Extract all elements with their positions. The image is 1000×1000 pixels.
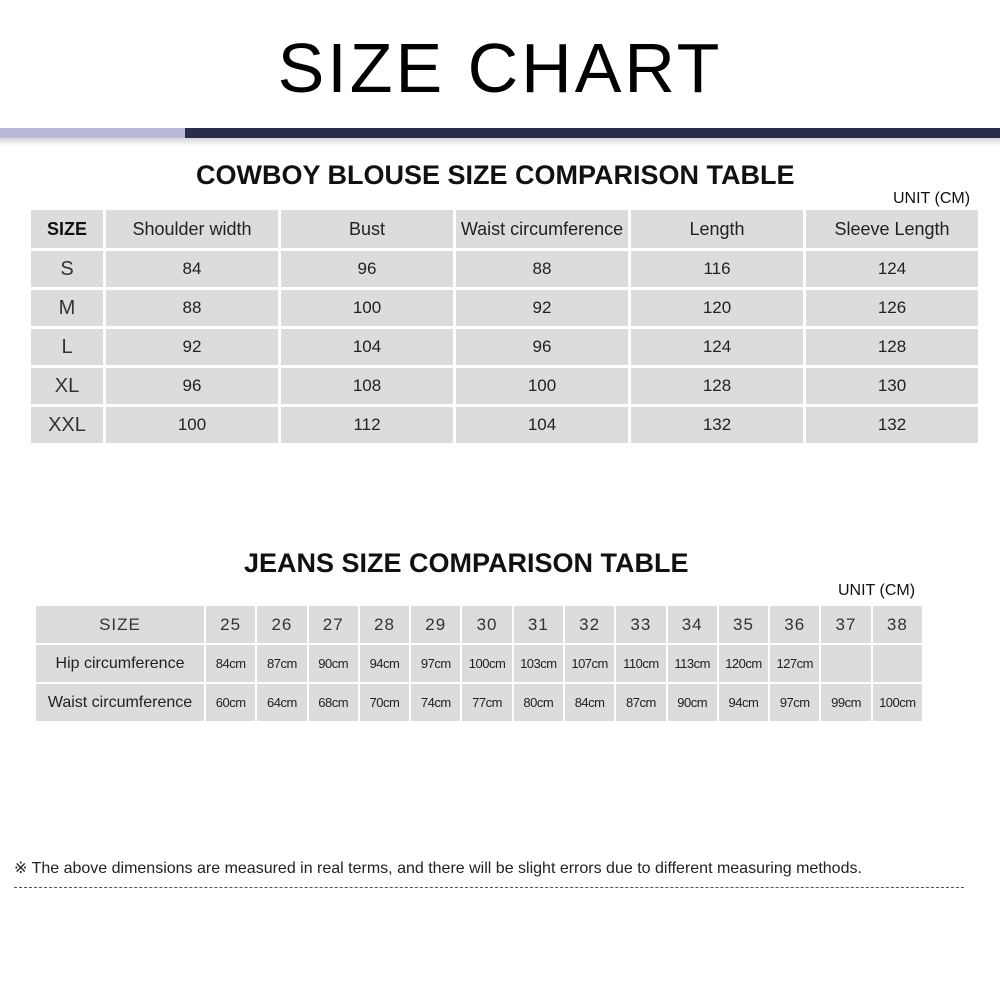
jeans-header-cell: 33 xyxy=(616,606,665,643)
jeans-cell: 120cm xyxy=(719,645,768,682)
blouse-cell: 100 xyxy=(106,407,278,443)
blouse-row-label: XL xyxy=(31,368,103,404)
blouse-cell: 92 xyxy=(456,290,628,326)
blouse-cell: 104 xyxy=(456,407,628,443)
blouse-row-label: S xyxy=(31,251,103,287)
jeans-cell xyxy=(873,645,922,682)
jeans-header-cell: 36 xyxy=(770,606,819,643)
jeans-header-cell: 25 xyxy=(206,606,255,643)
blouse-header-cell: Sleeve Length xyxy=(806,210,978,248)
jeans-unit-label: UNIT (CM) xyxy=(838,582,916,599)
blouse-cell: 96 xyxy=(456,329,628,365)
jeans-cell: 90cm xyxy=(668,684,717,721)
blouse-row xyxy=(31,329,978,365)
jeans-header-cell: 29 xyxy=(411,606,460,643)
jeans-cell: 84cm xyxy=(565,684,614,721)
blouse-cell: 88 xyxy=(106,290,278,326)
blouse-cell: 132 xyxy=(806,407,978,443)
jeans-header-cell: 30 xyxy=(462,606,511,643)
blouse-cell: 108 xyxy=(281,368,453,404)
jeans-cell: 90cm xyxy=(309,645,358,682)
blouse-header-cell: Bust xyxy=(281,210,453,248)
blouse-unit-label: UNIT (CM) xyxy=(893,190,971,207)
divider-accent-light xyxy=(0,128,185,138)
jeans-row-label: Hip circumference xyxy=(36,645,204,682)
blouse-header-cell: SIZE xyxy=(31,210,103,248)
blouse-cell: 124 xyxy=(806,251,978,287)
divider-shadow xyxy=(0,138,1000,146)
blouse-row-label: L xyxy=(31,329,103,365)
jeans-cell: 80cm xyxy=(514,684,563,721)
blouse-cell: 104 xyxy=(281,329,453,365)
divider-accent-dark xyxy=(185,128,1000,138)
jeans-cell: 74cm xyxy=(411,684,460,721)
jeans-cell: 84cm xyxy=(206,645,255,682)
blouse-cell: 112 xyxy=(281,407,453,443)
jeans-cell: 99cm xyxy=(821,684,870,721)
jeans-cell: 77cm xyxy=(462,684,511,721)
jeans-header-cell: 28 xyxy=(360,606,409,643)
blouse-cell: 116 xyxy=(631,251,803,287)
jeans-cell: 110cm xyxy=(616,645,665,682)
jeans-cell: 100cm xyxy=(873,684,922,721)
jeans-header-cell: 31 xyxy=(514,606,563,643)
jeans-header-cell: 37 xyxy=(821,606,870,643)
blouse-row xyxy=(31,368,978,404)
jeans-cell: 94cm xyxy=(360,645,409,682)
blouse-cell: 126 xyxy=(806,290,978,326)
blouse-cell: 128 xyxy=(806,329,978,365)
jeans-header-row xyxy=(36,606,922,643)
dashed-divider xyxy=(14,887,964,888)
jeans-row-label: Waist circumference xyxy=(36,684,204,721)
blouse-row xyxy=(31,290,978,326)
header-divider xyxy=(0,128,1000,138)
blouse-header-row xyxy=(31,210,978,248)
jeans-cell: 100cm xyxy=(462,645,511,682)
jeans-size-table xyxy=(34,604,924,723)
jeans-header-cell: 27 xyxy=(309,606,358,643)
jeans-row xyxy=(36,684,922,721)
blouse-cell: 130 xyxy=(806,368,978,404)
jeans-header-cell: 35 xyxy=(719,606,768,643)
blouse-header-cell: Waist circumference xyxy=(456,210,628,248)
blouse-cell: 96 xyxy=(281,251,453,287)
jeans-cell: 94cm xyxy=(719,684,768,721)
blouse-row-label: XXL xyxy=(31,407,103,443)
jeans-cell xyxy=(821,645,870,682)
blouse-cell: 124 xyxy=(631,329,803,365)
blouse-row xyxy=(31,251,978,287)
jeans-cell: 113cm xyxy=(668,645,717,682)
jeans-table-title: JEANS SIZE COMPARISON TABLE xyxy=(244,548,689,578)
jeans-header-cell: SIZE xyxy=(36,606,204,643)
jeans-header-cell: 32 xyxy=(565,606,614,643)
measurement-note: ※ The above dimensions are measured in real terms, and there will be slight errors due to different measuring methods. xyxy=(14,860,862,877)
jeans-cell: 70cm xyxy=(360,684,409,721)
jeans-header-cell: 38 xyxy=(873,606,922,643)
page-title: SIZE CHART xyxy=(277,29,723,107)
blouse-header-cell: Shoulder width xyxy=(106,210,278,248)
jeans-cell: 103cm xyxy=(514,645,563,682)
blouse-cell: 92 xyxy=(106,329,278,365)
jeans-header-cell: 34 xyxy=(668,606,717,643)
jeans-cell: 87cm xyxy=(257,645,306,682)
jeans-row xyxy=(36,645,922,682)
jeans-cell: 107cm xyxy=(565,645,614,682)
jeans-cell: 127cm xyxy=(770,645,819,682)
blouse-cell: 96 xyxy=(106,368,278,404)
blouse-cell: 128 xyxy=(631,368,803,404)
jeans-cell: 68cm xyxy=(309,684,358,721)
blouse-table-title: COWBOY BLOUSE SIZE COMPARISON TABLE xyxy=(196,160,795,190)
blouse-row xyxy=(31,407,978,443)
jeans-cell: 60cm xyxy=(206,684,255,721)
blouse-header-cell: Length xyxy=(631,210,803,248)
blouse-cell: 100 xyxy=(281,290,453,326)
jeans-cell: 97cm xyxy=(770,684,819,721)
jeans-header-cell: 26 xyxy=(257,606,306,643)
jeans-cell: 64cm xyxy=(257,684,306,721)
blouse-cell: 132 xyxy=(631,407,803,443)
jeans-cell: 97cm xyxy=(411,645,460,682)
blouse-size-table xyxy=(28,207,981,446)
blouse-cell: 88 xyxy=(456,251,628,287)
jeans-cell: 87cm xyxy=(616,684,665,721)
blouse-cell: 100 xyxy=(456,368,628,404)
blouse-cell: 84 xyxy=(106,251,278,287)
blouse-row-label: M xyxy=(31,290,103,326)
blouse-cell: 120 xyxy=(631,290,803,326)
